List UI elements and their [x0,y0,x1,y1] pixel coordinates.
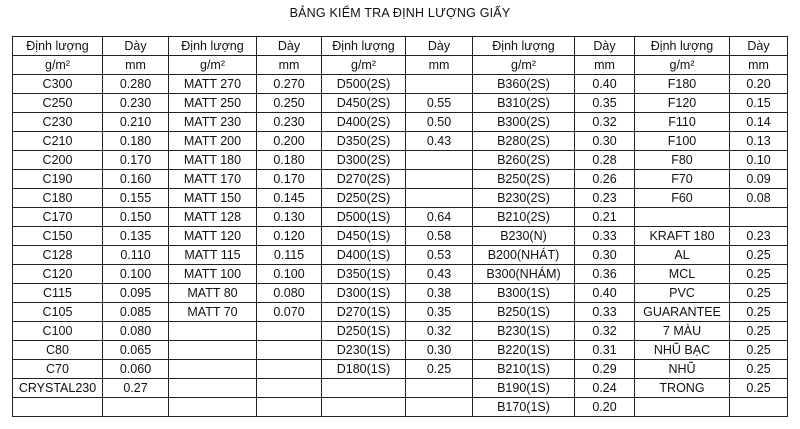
cell-thickness: 0.53 [406,246,473,265]
cell-thickness: mm [406,56,473,75]
cell-thickness: 0.230 [257,113,322,132]
cell-weight: C190 [13,170,103,189]
cell-weight: g/m² [169,56,257,75]
cell-weight: B210(1S) [473,360,575,379]
cell-thickness: 0.32 [575,322,635,341]
table-row [13,398,788,417]
cell-thickness: 0.40 [575,284,635,303]
cell-thickness: 0.25 [406,360,473,379]
cell-weight [169,322,257,341]
cell-thickness: 0.25 [730,246,788,265]
table-row [13,94,788,113]
cell-weight: C115 [13,284,103,303]
cell-thickness: 0.25 [730,265,788,284]
cell-thickness [103,398,169,417]
cell-weight: C150 [13,227,103,246]
cell-weight: B230(2S) [473,189,575,208]
cell-weight: F120 [635,94,730,113]
cell-thickness: 0.24 [575,379,635,398]
cell-weight: MATT 120 [169,227,257,246]
cell-weight: D300(1S) [322,284,406,303]
cell-thickness [257,360,322,379]
cell-weight: Định lượng [169,37,257,56]
cell-weight: B300(1S) [473,284,575,303]
cell-thickness: 0.08 [730,189,788,208]
cell-weight: NHŨ BẠC [635,341,730,360]
cell-thickness: Dày [730,37,788,56]
cell-thickness [406,151,473,170]
cell-weight: C250 [13,94,103,113]
cell-thickness: 0.155 [103,189,169,208]
unit-row [13,56,788,75]
cell-weight: MATT 115 [169,246,257,265]
cell-thickness: 0.115 [257,246,322,265]
cell-thickness: 0.32 [406,322,473,341]
cell-weight: MATT 128 [169,208,257,227]
cell-thickness: 0.180 [257,151,322,170]
cell-thickness: 0.38 [406,284,473,303]
cell-weight: PVC [635,284,730,303]
cell-thickness: 0.09 [730,170,788,189]
cell-thickness: 0.40 [575,75,635,94]
cell-weight: D270(1S) [322,303,406,322]
cell-thickness [406,189,473,208]
cell-thickness: 0.14 [730,113,788,132]
cell-thickness: 0.25 [730,303,788,322]
cell-weight: B300(NHÁM) [473,265,575,284]
cell-weight: D230(1S) [322,341,406,360]
cell-weight: AL [635,246,730,265]
cell-weight: MATT 200 [169,132,257,151]
cell-thickness: mm [257,56,322,75]
cell-weight: g/m² [322,56,406,75]
cell-thickness: 0.10 [730,151,788,170]
cell-thickness: 0.120 [257,227,322,246]
cell-thickness: Dày [103,37,169,56]
table-row [13,341,788,360]
cell-thickness: 0.080 [257,284,322,303]
cell-thickness: 0.25 [730,322,788,341]
cell-thickness: 0.23 [575,189,635,208]
table-row [13,265,788,284]
cell-thickness: 0.170 [103,151,169,170]
cell-weight [322,379,406,398]
cell-thickness: 0.28 [575,151,635,170]
table-row [13,246,788,265]
cell-weight: MATT 70 [169,303,257,322]
cell-weight: C200 [13,151,103,170]
cell-weight: MATT 170 [169,170,257,189]
cell-weight: F180 [635,75,730,94]
cell-thickness: 0.270 [257,75,322,94]
table-row [13,75,788,94]
cell-weight: C128 [13,246,103,265]
cell-thickness: 0.200 [257,132,322,151]
cell-weight: D180(1S) [322,360,406,379]
cell-thickness: 0.145 [257,189,322,208]
cell-weight: NHŨ [635,360,730,379]
cell-thickness: 0.080 [103,322,169,341]
cell-thickness: 0.110 [103,246,169,265]
table-row [13,227,788,246]
cell-thickness: 0.30 [575,132,635,151]
cell-weight: Định lượng [322,37,406,56]
cell-weight: MATT 80 [169,284,257,303]
cell-thickness [406,75,473,94]
cell-weight: Định lượng [473,37,575,56]
cell-weight: C300 [13,75,103,94]
cell-weight: C80 [13,341,103,360]
table-row [13,151,788,170]
cell-thickness: 0.33 [575,303,635,322]
cell-weight: C180 [13,189,103,208]
cell-thickness: 0.31 [575,341,635,360]
table-row [13,379,788,398]
cell-thickness: Dày [575,37,635,56]
cell-weight: C230 [13,113,103,132]
cell-weight [13,398,103,417]
cell-weight: D400(2S) [322,113,406,132]
cell-weight: D350(2S) [322,132,406,151]
cell-weight: B170(1S) [473,398,575,417]
cell-weight: B360(2S) [473,75,575,94]
cell-weight: B230(N) [473,227,575,246]
cell-weight: D250(1S) [322,322,406,341]
cell-weight: C100 [13,322,103,341]
cell-weight: B310(2S) [473,94,575,113]
cell-thickness: 0.36 [575,265,635,284]
cell-thickness: 0.25 [730,379,788,398]
cell-thickness: 0.35 [406,303,473,322]
cell-weight: D300(2S) [322,151,406,170]
cell-thickness: 0.29 [575,360,635,379]
cell-thickness [730,208,788,227]
cell-weight [169,341,257,360]
cell-thickness [406,398,473,417]
cell-thickness: 0.27 [103,379,169,398]
cell-thickness: 0.50 [406,113,473,132]
table-row [13,322,788,341]
cell-thickness: 0.135 [103,227,169,246]
cell-weight: TRONG [635,379,730,398]
cell-thickness: Dày [406,37,473,56]
cell-thickness: 0.150 [103,208,169,227]
cell-thickness: Dày [257,37,322,56]
cell-weight [169,398,257,417]
cell-thickness: 0.33 [575,227,635,246]
table-row [13,284,788,303]
table-row [13,170,788,189]
cell-weight: MCL [635,265,730,284]
cell-thickness: 0.130 [257,208,322,227]
cell-weight: GUARANTEE [635,303,730,322]
cell-weight: MATT 230 [169,113,257,132]
cell-thickness: 0.095 [103,284,169,303]
cell-thickness: 0.30 [406,341,473,360]
cell-thickness: 0.25 [730,360,788,379]
cell-weight: g/m² [473,56,575,75]
cell-weight: MATT 250 [169,94,257,113]
cell-weight [169,360,257,379]
header-row [13,37,788,56]
cell-weight: D500(1S) [322,208,406,227]
cell-weight: C120 [13,265,103,284]
cell-thickness: mm [730,56,788,75]
cell-thickness [257,322,322,341]
cell-thickness: 0.160 [103,170,169,189]
table-row [13,360,788,379]
cell-weight: B230(1S) [473,322,575,341]
cell-thickness: 0.170 [257,170,322,189]
table-row [13,208,788,227]
cell-thickness [730,398,788,417]
cell-thickness: 0.25 [730,341,788,360]
cell-weight: C70 [13,360,103,379]
cell-weight: F110 [635,113,730,132]
cell-thickness: 0.35 [575,94,635,113]
cell-thickness: 0.230 [103,94,169,113]
cell-thickness: 0.085 [103,303,169,322]
table-row [13,303,788,322]
cell-weight: B190(1S) [473,379,575,398]
table-title: BẢNG KIỂM TRA ĐỊNH LƯỢNG GIẤY [289,6,511,20]
cell-weight: B260(2S) [473,151,575,170]
cell-thickness [406,379,473,398]
cell-weight: B250(1S) [473,303,575,322]
cell-thickness: 0.64 [406,208,473,227]
cell-weight: C105 [13,303,103,322]
cell-thickness: 0.15 [730,94,788,113]
cell-weight: KRAFT 180 [635,227,730,246]
cell-thickness: 0.20 [575,398,635,417]
cell-weight: MATT 180 [169,151,257,170]
cell-weight: F60 [635,189,730,208]
cell-thickness: 0.55 [406,94,473,113]
cell-thickness: 0.100 [257,265,322,284]
cell-weight: g/m² [13,56,103,75]
table-row [13,132,788,151]
cell-thickness: 0.100 [103,265,169,284]
cell-weight: D450(2S) [322,94,406,113]
cell-weight: D400(1S) [322,246,406,265]
cell-thickness: 0.065 [103,341,169,360]
cell-weight: B220(1S) [473,341,575,360]
cell-thickness: 0.43 [406,132,473,151]
cell-weight: F100 [635,132,730,151]
table-row [13,113,788,132]
cell-weight: D250(2S) [322,189,406,208]
cell-weight: D350(1S) [322,265,406,284]
cell-weight: C170 [13,208,103,227]
cell-thickness: 0.280 [103,75,169,94]
cell-weight: F70 [635,170,730,189]
table-row [13,189,788,208]
cell-thickness: 0.210 [103,113,169,132]
cell-weight: MATT 270 [169,75,257,94]
cell-thickness: 0.070 [257,303,322,322]
cell-weight: D450(1S) [322,227,406,246]
cell-weight: B300(2S) [473,113,575,132]
cell-thickness: 0.20 [730,75,788,94]
cell-weight: B280(2S) [473,132,575,151]
cell-thickness [257,398,322,417]
cell-weight: F80 [635,151,730,170]
table-body [13,37,788,417]
cell-weight [635,398,730,417]
cell-weight: B250(2S) [473,170,575,189]
cell-thickness: 0.060 [103,360,169,379]
paper-weight-table [12,36,788,417]
cell-thickness: 0.26 [575,170,635,189]
cell-weight: D500(2S) [322,75,406,94]
cell-thickness: 0.58 [406,227,473,246]
cell-thickness [406,170,473,189]
cell-thickness: 0.32 [575,113,635,132]
cell-weight [635,208,730,227]
cell-weight: MATT 100 [169,265,257,284]
cell-weight: Định lượng [13,37,103,56]
cell-thickness: 0.180 [103,132,169,151]
cell-weight: B200(NHÁT) [473,246,575,265]
cell-thickness: 0.23 [730,227,788,246]
cell-weight: D270(2S) [322,170,406,189]
cell-thickness: 0.30 [575,246,635,265]
cell-weight [169,379,257,398]
cell-thickness: 0.43 [406,265,473,284]
cell-thickness: 0.21 [575,208,635,227]
cell-thickness: 0.25 [730,284,788,303]
cell-weight: g/m² [635,56,730,75]
cell-thickness: mm [575,56,635,75]
cell-thickness: 0.250 [257,94,322,113]
cell-weight: MATT 150 [169,189,257,208]
cell-thickness: mm [103,56,169,75]
cell-weight [322,398,406,417]
cell-weight: C210 [13,132,103,151]
cell-weight: B210(2S) [473,208,575,227]
cell-weight: 7 MÀU [635,322,730,341]
cell-thickness: 0.13 [730,132,788,151]
cell-thickness [257,379,322,398]
cell-thickness [257,341,322,360]
cell-weight: Định lượng [635,37,730,56]
cell-weight: CRYSTAL230 [13,379,103,398]
